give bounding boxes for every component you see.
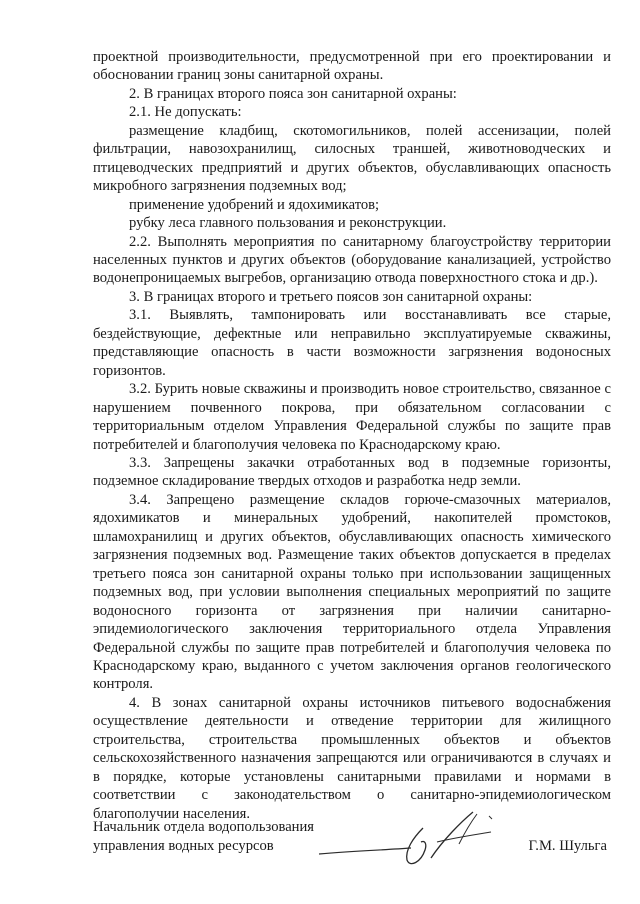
item-3-1: 3.1. Выявлять, тампонировать или восстанавливать все старые, бездействующие, дефектные или неправильно эксплуатируемые скважины, представляющие опасность в части возможности загрязнения водоносных горизонтов. xyxy=(93,307,611,379)
item-2-2: 2.2. Выполнять мероприятия по санитарному благоустройству территории населенных пунктов и других объектов (оборудование канализацией, устройство водонепроницаемых выгребов, организацию отвода поверхностного стока и др.). xyxy=(93,233,611,287)
signatory-position-line-2: управления водных ресурсов xyxy=(93,837,274,854)
item-3-3: 3.3. Запрещены закачки отработанных вод в подземные горизонты, подземное складирование твердых отходов и разработка недр земли. xyxy=(93,454,611,490)
item-3-4: 3.4. Запрещено размещение складов горюче-смазочных материалов, ядохимикатов и минеральных удобрений, накопителей промстоков, шламохранилищ и других объектов, обуславливающих опасность химического загрязнения подземных вод. Размещение таких объектов допускается в пределах третьего пояса зон санитарной охраны только при использовании защищенных подземных вод, при условии выполнения специальных мероприятий по защите водоносного горизонта от загрязнения при наличии санитарно-эпидемиологического заключения территориального отдела Управления Федеральной службы по защите прав потребителей и благополучия человека по Краснодарскому краю, выданного с учетом заключения органов геологического контроля. xyxy=(93,491,611,693)
paragraph-continuation: проектной производительности, предусмотренной при его проектировании и обосновании границ зоны санитарной охраны. xyxy=(93,49,611,84)
signatory-position xyxy=(93,818,314,855)
document-body xyxy=(93,48,611,823)
item-2-1-placement: размещение кладбищ, скотомогильников, полей ассенизации, полей фильтрации, навозохранилищ, силосных траншей, животноводческих и птицеводческих предприятий и других объектов, обуславливающих опасность микробного загрязнения подземных вод; xyxy=(93,122,611,195)
handwritten-signature xyxy=(313,804,513,876)
section-2-heading: 2. В границах второго пояса зон санитарной охраны: xyxy=(129,85,457,102)
signatory-position-line-1: Начальник отдела водопользования xyxy=(93,819,315,835)
item-3-2: 3.2. Бурить новые скважины и производить новое строительство, связанное с нарушением почвенного покрова, при обязательном согласовании с территориальным отделом Управления Федеральной службы по защите прав потребителей и благополучия человека по Краснодарскому краю. xyxy=(93,381,611,453)
item-2-1-logging: рубку леса главного пользования и реконструкции. xyxy=(129,215,447,232)
section-3-heading: 3. В границах второго и третьего поясов зон санитарной охраны: xyxy=(129,288,533,305)
signature-block xyxy=(93,812,623,882)
item-2-1: 2.1. Не допускать: xyxy=(129,104,242,121)
section-4: 4. В зонах санитарной охраны источников питьевого водоснабжения осуществление деятельности и отведение территории для жилищного строительства, строительства промышленных объектов и объектов сельскохозяйственного назначения запрещаются или ограничиваются в случаях и в порядке, которые установлены санитарными правилами и нормами в соответствии с законодательством о санитарно-эпидемиологическом благополучии населения. xyxy=(93,694,611,822)
signatory-name: Г.М. Шульга xyxy=(528,838,607,854)
item-2-1-fertilizers: применение удобрений и ядохимикатов; xyxy=(129,196,380,213)
